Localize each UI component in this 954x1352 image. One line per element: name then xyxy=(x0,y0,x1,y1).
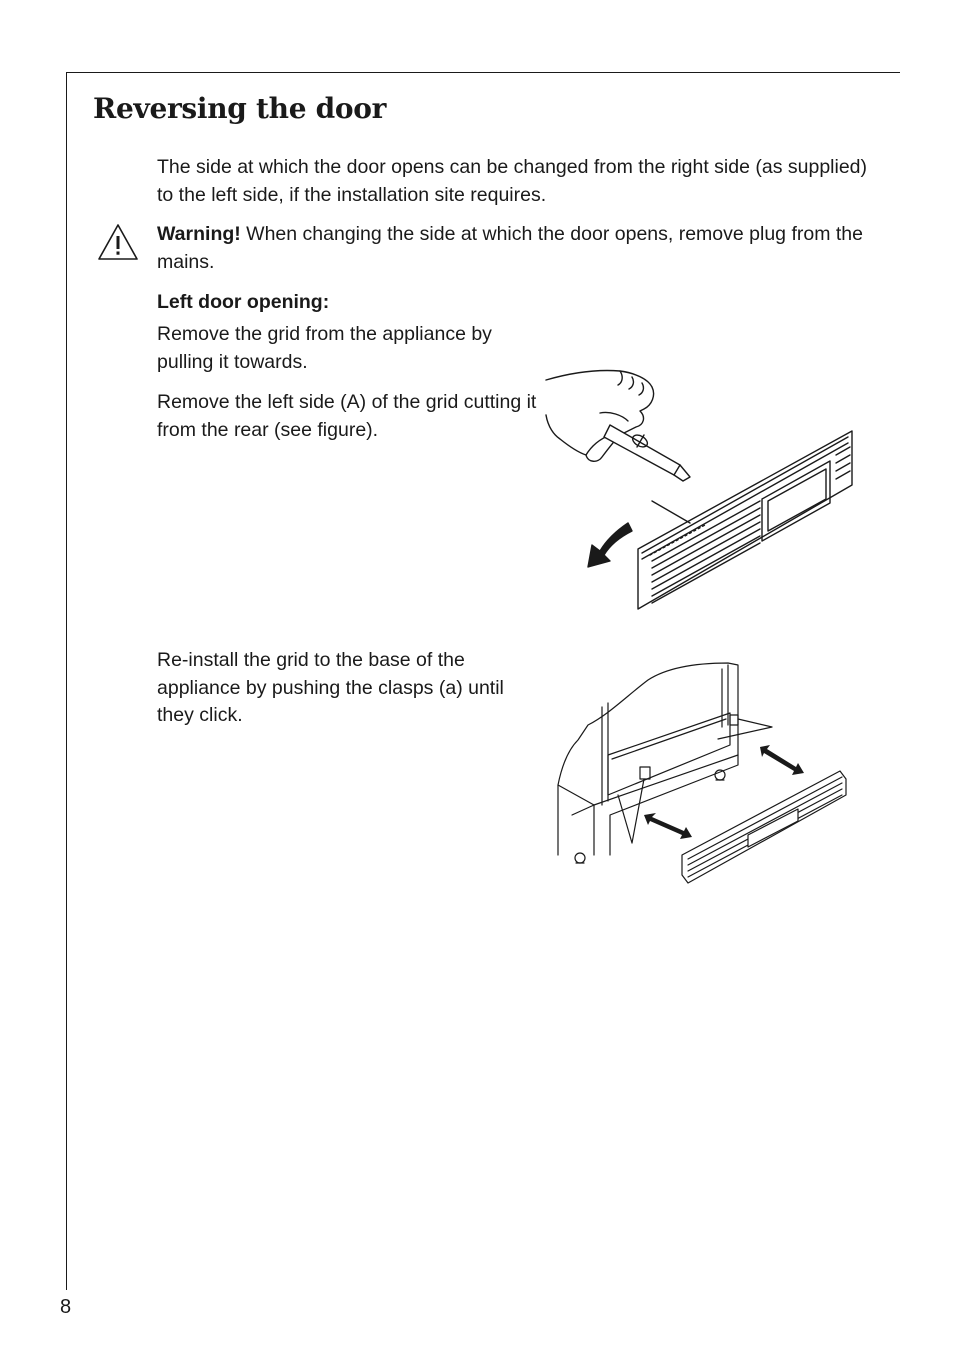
page-title: Reversing the door xyxy=(93,92,387,125)
warning-triangle-icon xyxy=(96,222,140,262)
top-rule xyxy=(66,72,900,73)
left-door-heading: Left door opening: xyxy=(157,291,330,313)
step-reinstall-grid: Re-install the grid to the base of the appliance by pushing the clasps (a) until they click. xyxy=(157,649,504,726)
warning-text: When changing the side at which the door opens, remove plug from the mains. xyxy=(157,223,863,273)
warning-label: Warning! xyxy=(157,223,241,245)
step-remove-grid: Remove the grid from the appliance by pulling it towards. xyxy=(157,323,492,373)
intro-paragraph: The side at which the door opens can be changed from the right side (as supplied) to the left side, if the installation site requires. xyxy=(157,156,868,206)
step-cut-left-side: Remove the left side (A) of the grid cutting it from the rear (see figure). xyxy=(157,391,537,441)
left-rule xyxy=(66,72,67,1290)
warning-paragraph xyxy=(157,221,877,276)
grid-reinstall-figure xyxy=(548,655,858,890)
page-number: 8 xyxy=(60,1296,72,1318)
grid-cutting-figure xyxy=(540,365,860,620)
